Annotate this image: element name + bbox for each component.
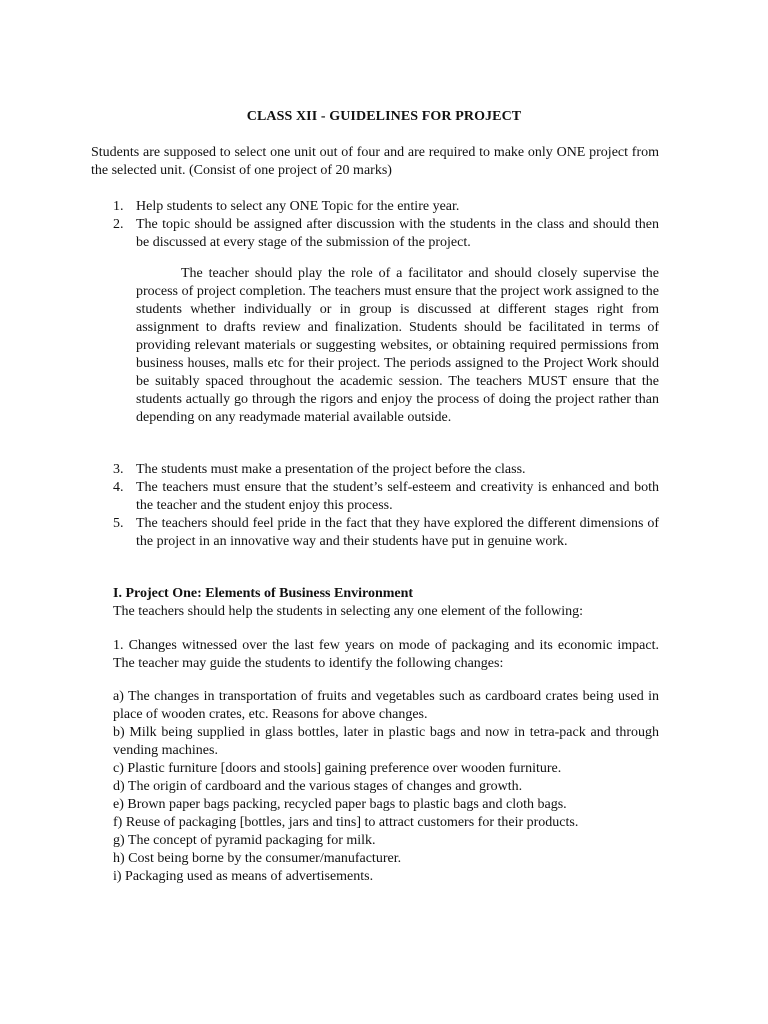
list-item	[113, 515, 659, 551]
list-item	[113, 198, 659, 216]
list-item-text: Help students to select any ONE Topic for the entire year.	[136, 199, 460, 214]
list-item-text: The teachers must ensure that the student’s self-esteem and creativity is enhanced and both the teacher and the student enjoy this process.	[136, 480, 659, 513]
guidelines-list-part-2	[113, 461, 659, 551]
list-item-text: The topic should be assigned after discussion with the students in the class and should then be discussed at every stage of the submission of the project.	[136, 217, 659, 250]
list-item: h) Cost being borne by the consumer/manufacturer.	[113, 851, 402, 866]
list-item-number: 3.	[113, 462, 124, 477]
list-item	[113, 461, 659, 479]
list-item: b) Milk being supplied in glass bottles, later in plastic bags and now in tetra-pack and through vending machines.	[113, 725, 659, 758]
list-item: f) Reuse of packaging [bottles, jars and tins] to attract customers for their products.	[113, 815, 579, 830]
list-item-number: 2.	[113, 217, 124, 232]
packaging-changes-paragraph: 1. Changes witnessed over the last few years on mode of packaging and its economic impact. The teacher may guide the students to identify the following changes:	[113, 638, 659, 671]
list-item-text: The teachers should feel pride in the fact that they have explored the different dimensions of the project in an innovative way and their students have put in genuine work.	[136, 516, 659, 549]
list-item	[113, 216, 659, 252]
packaging-changes-list	[113, 688, 659, 886]
list-item-number: 5.	[113, 516, 124, 531]
list-item: e) Brown paper bags packing, recycled paper bags to plastic bags and cloth bags.	[113, 797, 567, 812]
list-item: d) The origin of cardboard and the various stages of changes and growth.	[113, 779, 523, 794]
list-item: c) Plastic furniture [doors and stools] gaining preference over wooden furniture.	[113, 761, 562, 776]
list-item: a) The changes in transportation of fruits and vegetables such as cardboard crates being used in place of wooden crates, etc. Reasons for above changes.	[113, 689, 659, 722]
guidelines-list-part-1	[113, 198, 659, 252]
document-title: CLASS XII - GUIDELINES FOR PROJECT	[246, 109, 522, 124]
teacher-role-paragraph: The teacher should play the role of a facilitator and should closely supervise the process of project completion. The teachers must ensure that the project work assigned to the students whether individually or in group is discussed at different stages right from assignment to drafts review and finalization. Students should be facilitated in terms of providing relevant materials or suggesting websites, or obtaining required permissions from business houses, malls etc for their project. The periods assigned to the Project Work should be suitably spaced throughout the academic session. The teachers MUST ensure that the students actually go through the rigors and enjoy the process of doing the project rather than depending on any readymade material available outside.	[136, 266, 659, 425]
section-intro-paragraph: The teachers should help the students in selecting any one element of the following:	[113, 604, 584, 619]
list-item-number: 4.	[113, 480, 124, 495]
list-item: i) Packaging used as means of advertisements.	[113, 869, 374, 884]
list-item-text: The students must make a presentation of the project before the class.	[136, 462, 526, 477]
list-item	[113, 479, 659, 515]
intro-paragraph: Students are supposed to select one unit out of four and are required to make only ONE project from the selected unit. (Consist of one project of 20 marks)	[91, 145, 659, 178]
section-heading: I. Project One: Elements of Business Environment	[113, 586, 414, 601]
list-item: g) The concept of pyramid packaging for milk.	[113, 833, 376, 848]
list-item-number: 1.	[113, 199, 124, 214]
